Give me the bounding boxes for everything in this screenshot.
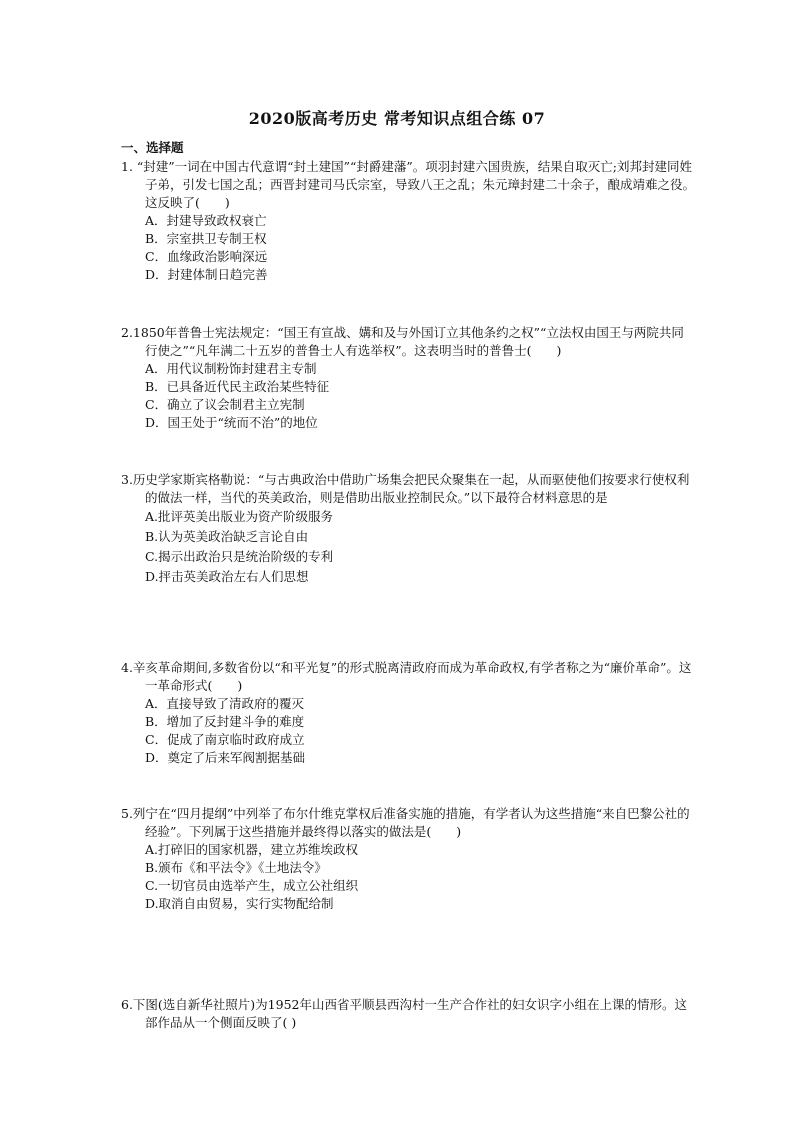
- question-stem: 2.1850年普鲁士宪法规定：“国王有宣战、媾和及与外国订立其他条约之权”“立法权由国王与两院共同行使之”“凡年满二十五岁的普鲁士人有选举权”。这表明当时的普鲁士( ): [121, 325, 684, 358]
- option-a: A.批评英美出版业为资产阶级服务: [145, 509, 334, 524]
- question-3: [121, 471, 696, 587]
- option-c: C．促成了南京临时政府成立: [145, 732, 305, 747]
- question-6: [121, 996, 696, 1032]
- option-b: B.颁布《和平法令》《土地法令》: [145, 860, 327, 875]
- page-title: 2020版高考历史 常考知识点组合练 07: [248, 109, 546, 128]
- question-5: [121, 805, 696, 913]
- option-a: A．用代议制粉饰封建君主专制: [145, 361, 317, 376]
- question-4: [121, 659, 696, 767]
- option-b: B．增加了反封建斗争的难度: [145, 714, 305, 729]
- option-a: A.打碎旧的国家机器，建立苏维埃政权: [145, 842, 359, 857]
- option-b: B．宗室拱卫专制王权: [145, 231, 267, 246]
- option-d: D.抨击英美政治左右人们思想: [145, 569, 309, 584]
- option-b: B．已具备近代民主政治某些特征: [145, 379, 330, 394]
- option-a: A．直接导致了清政府的覆灭: [145, 696, 305, 711]
- question-stem: 5.列宁在“四月提纲”中列举了布尔什维克掌权后准备实施的措施，有学者认为这些措施“来自巴黎公社的经验”。下列属于这些措施并最终得以落实的做法是( ): [121, 806, 690, 839]
- option-d: D.取消自由贸易，实行实物配给制: [145, 896, 334, 911]
- section-heading: 一、选择题: [121, 140, 184, 155]
- option-c: C.揭示出政治只是统治阶级的专利: [145, 549, 334, 564]
- question-stem: 6.下图(选自新华社照片)为1952年山西省平顺县西沟村一生产合作社的妇女识字小组在上课的情形。这部作品从一个侧面反映了( ): [121, 997, 687, 1030]
- option-d: D．奠定了后来军阀割据基础: [145, 750, 306, 765]
- option-d: D．封建体制日趋完善: [145, 267, 268, 282]
- option-d: D．国王处于“统而不治”的地位: [145, 415, 318, 430]
- question-stem: 4.辛亥革命期间,多数省份以“和平光复”的形式脱离清政府而成为革命政权,有学者称之为“廉价革命”。这一革命形式( ): [121, 660, 692, 693]
- option-a: A．封建导致政权衰亡: [145, 213, 267, 228]
- option-c: C．血缘政治影响深远: [145, 249, 268, 264]
- question-1: [121, 158, 696, 284]
- question-stem: 1. “封建”一词在中国古代意谓“封土建国”“封爵建藩”。项羽封建六国贵族，结果自取灭亡;刘邦封建同姓子弟，引发七国之乱；西晋封建司马氏宗室，导致八王之乱；朱元璋封建二十余子，酿成靖难之役。这反映了( ): [121, 159, 696, 210]
- option-c: C．确立了议会制君主立宪制: [145, 397, 305, 412]
- question-2: [121, 324, 696, 432]
- option-b: B.认为英美政治缺乏言论自由: [145, 529, 309, 544]
- question-stem: 3.历史学家斯宾格勒说：“与古典政治中借助广场集会把民众聚集在一起，从而驱使他们按要求行使权利的做法一样，当代的英美政治，则是借助出版业控制民众。”以下最符合材料意思的是: [121, 472, 690, 505]
- option-c: C.一切官员由选举产生，成立公社组织: [145, 878, 359, 893]
